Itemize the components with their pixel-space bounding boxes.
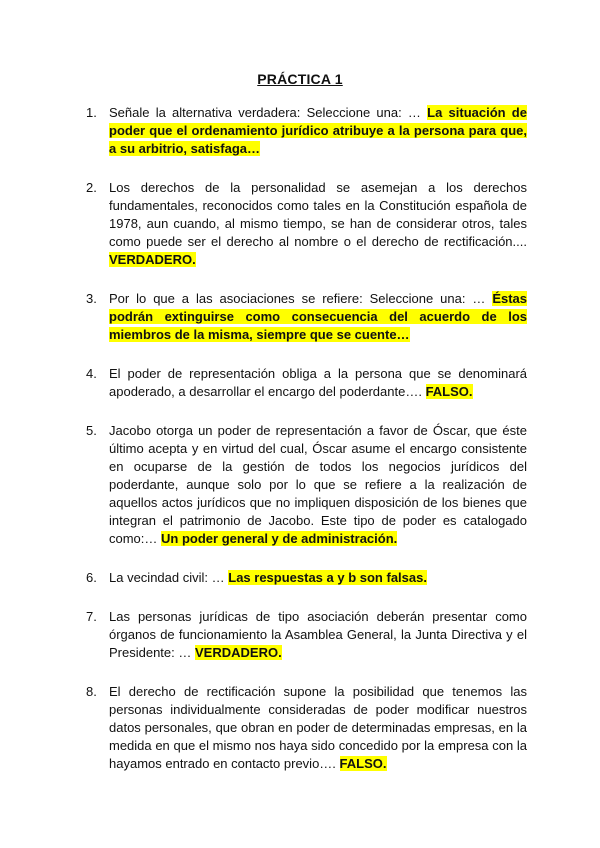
page-title: PRÁCTICA 1	[257, 71, 343, 87]
question-item-8	[86, 683, 527, 773]
question-number: 8.	[86, 684, 97, 699]
question-item-7	[86, 608, 527, 662]
question-number: 3.	[86, 291, 97, 306]
question-number: 6.	[86, 570, 97, 585]
question-number: 2.	[86, 180, 97, 195]
question-text: Por lo que a las asociaciones se refiere: Seleccione una: …	[109, 291, 486, 306]
question-item-3	[86, 290, 527, 344]
highlighted-answer: Las respuestas a y b son falsas.	[228, 570, 427, 585]
highlighted-answer: Un poder general y de administración.	[161, 531, 398, 546]
question-text: Señale la alternativa verdadera: Seleccione una: …	[109, 105, 421, 120]
question-item-5	[86, 422, 527, 548]
highlighted-answer: VERDADERO.	[109, 252, 196, 267]
highlighted-answer: La situación de poder que el ordenamiento jurídico atribuye a la persona para que, a su arbitrio, satisfaga…	[109, 105, 527, 156]
question-number: 4.	[86, 366, 97, 381]
question-list	[86, 104, 527, 794]
question-text: Las personas jurídicas de tipo asociación deberán presentar como órganos de funcionamiento la Asamblea General, la Junta Directiva y el Presidente: …	[109, 609, 527, 660]
question-text: La vecindad civil: …	[109, 570, 225, 585]
question-text: El poder de representación obliga a la persona que se denominará apoderado, a desarrollar el encargo del poderdante….	[109, 366, 527, 399]
question-number: 1.	[86, 105, 97, 120]
question-text: Jacobo otorga un poder de representación a favor de Óscar, que éste último acepta y en virtud del cual, Óscar asume el encargo consistente en ocuparse de la gestión de todos los negocios jurídicos del poderdante, aunque solo por lo que se refiere a la realización de aquellos actos jurídicos que no impliquen disposición de los bienes que integran el patrimonio de Jacobo. Este tipo de poder es catalogado como:…	[109, 423, 527, 546]
highlighted-answer: Éstas podrán extinguirse como consecuencia del acuerdo de los miembros de la misma, siempre que se cuente…	[109, 291, 528, 342]
question-item-4	[86, 365, 527, 401]
highlighted-answer: FALSO.	[339, 756, 387, 771]
highlighted-answer: FALSO.	[425, 384, 473, 399]
question-text: El derecho de rectificación supone la posibilidad que tenemos las personas individualmente consideradas de poder modificar nuestros datos personales, que obran en poder de determinadas empresas, en la medida en que el mismo nos haya sido concedido por la empresa con la hayamos entrado en contacto previo….	[109, 684, 527, 771]
question-item-6	[86, 569, 527, 587]
question-number: 5.	[86, 423, 97, 438]
question-item-1	[86, 104, 527, 158]
question-item-2	[86, 179, 527, 269]
question-number: 7.	[86, 609, 97, 624]
question-text: Los derechos de la personalidad se asemejan a los derechos fundamentales, reconocidos como tales en la Constitución española de 1978, aun cuando, al mismo tiempo, se han de considerar otros, tales como puede ser el derecho al nombre o el derecho de rectificación....	[109, 180, 527, 249]
highlighted-answer: VERDADERO.	[195, 645, 282, 660]
